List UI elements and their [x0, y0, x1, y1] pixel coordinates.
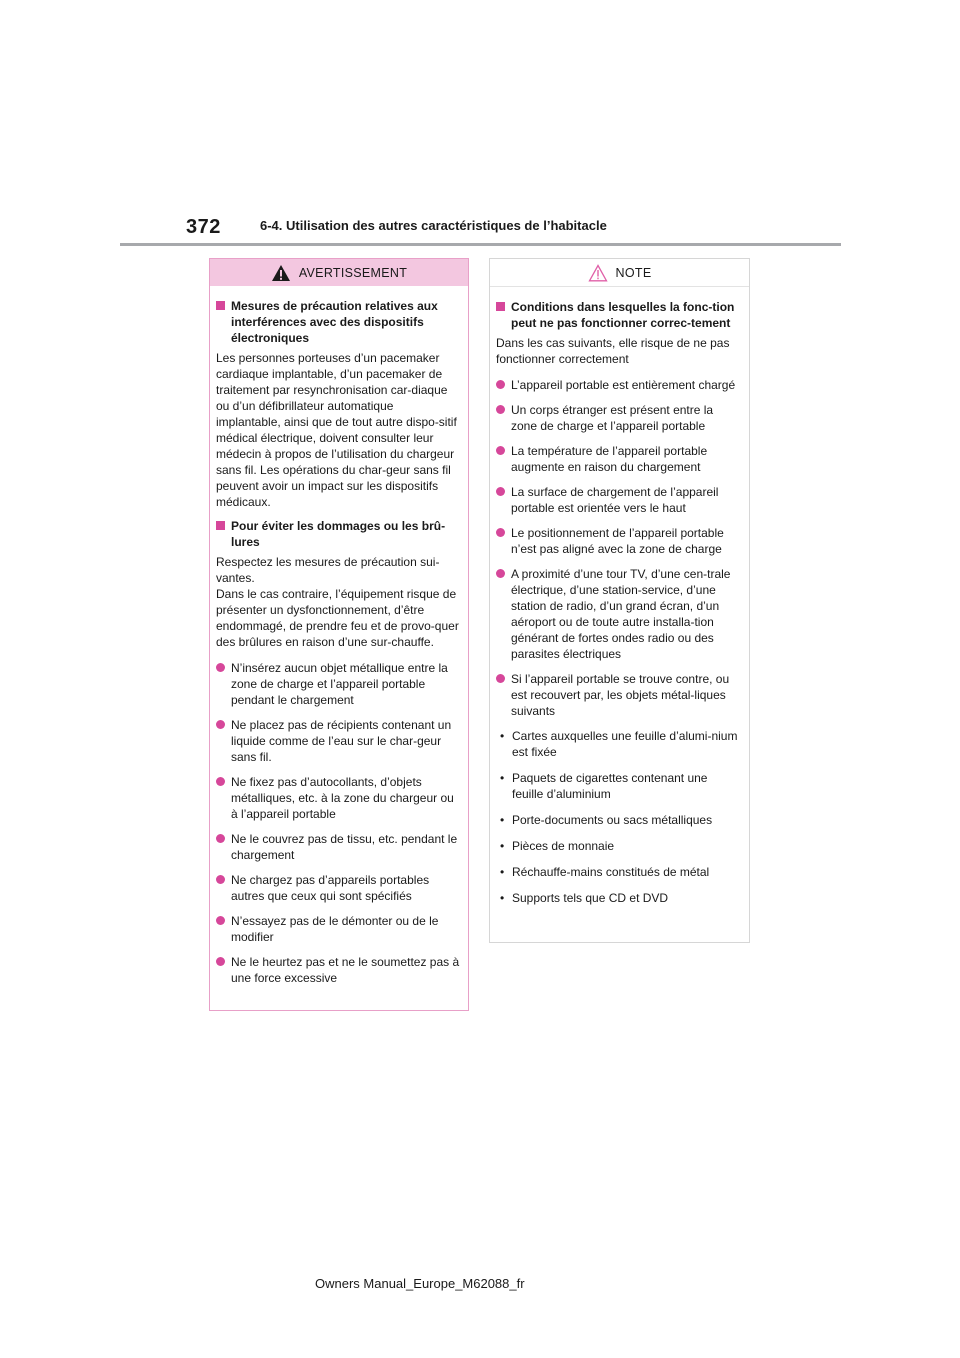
circle-bullet-icon — [496, 405, 505, 414]
list-item: Ne le heurtez pas et ne le soumettez pas à une force excessive — [216, 954, 461, 986]
square-bullet-icon — [216, 521, 225, 530]
warning-paragraph: Dans le cas contraire, l’équipement risque de présenter un dysfonctionnement, d’être endommagé, de prendre feu et de provo-quer des brûlures en raison d’une sur-chauffe. — [216, 587, 459, 649]
circle-bullet-icon — [496, 569, 505, 578]
small-bullet-icon: • — [500, 771, 505, 785]
circle-bullet-icon — [216, 777, 225, 786]
header-rule — [120, 243, 841, 246]
page-number: 372 — [186, 216, 221, 238]
circle-bullet-icon — [216, 720, 225, 729]
list-item: Ne le couvrez pas de tissu, etc. pendant le chargement — [216, 831, 461, 863]
warning-triangle-icon — [271, 264, 291, 282]
circle-bullet-icon — [496, 487, 505, 496]
circle-bullet-icon — [496, 380, 505, 389]
list-item: N’insérez aucun objet métallique entre la zone de charge et l’appareil portable pendant le chargement — [216, 660, 461, 708]
list-item: Un corps étranger est présent entre la zone de charge et l’appareil portable — [496, 402, 742, 434]
note-box-body — [490, 287, 749, 906]
note-box-title: NOTE — [615, 265, 652, 280]
list-item: Ne placez pas de récipients contenant un liquide comme de l’eau sur le char-geur sans fil. — [216, 717, 461, 765]
sub-list-item: • Paquets de cigarettes contenant une feuille d’aluminium — [496, 770, 742, 802]
small-bullet-icon: • — [500, 729, 505, 743]
small-bullet-icon: • — [500, 865, 505, 879]
list-item: La surface de chargement de l’appareil portable est orientée vers le haut — [496, 484, 742, 516]
warning-box-body — [210, 286, 468, 986]
circle-bullet-icon — [216, 916, 225, 925]
list-item: N’essayez pas de le démonter ou de le modifier — [216, 913, 461, 945]
small-bullet-icon: • — [500, 839, 505, 853]
warning-section-heading: Pour éviter les dommages ou les brû-lures — [216, 518, 461, 550]
list-item: Ne chargez pas d’appareils portables autres que ceux qui sont spécifiés — [216, 872, 461, 904]
list-item: Si l’appareil portable se trouve contre, ou est recouvert par, les objets métal-liques suivants — [496, 671, 742, 719]
circle-bullet-icon — [496, 528, 505, 537]
circle-bullet-icon — [216, 875, 225, 884]
circle-bullet-icon — [216, 834, 225, 843]
sub-list-item: • Pièces de monnaie — [496, 838, 742, 854]
circle-bullet-icon — [496, 674, 505, 683]
small-bullet-icon: • — [500, 813, 505, 827]
warning-box — [209, 258, 469, 1011]
list-item: Ne fixez pas d’autocollants, d’objets métalliques, etc. à la zone du chargeur ou à l’appareil portable — [216, 774, 461, 822]
square-bullet-icon — [216, 301, 225, 310]
sub-list-item: • Porte-documents ou sacs métalliques — [496, 812, 742, 828]
sub-list-item: • Supports tels que CD et DVD — [496, 890, 742, 906]
circle-bullet-icon — [496, 446, 505, 455]
note-box-header — [490, 259, 749, 287]
list-item: La température de l’appareil portable augmente en raison du chargement — [496, 443, 742, 475]
footer-document-id: Owners Manual_Europe_M62088_fr — [315, 1276, 525, 1291]
list-item: Le positionnement de l’appareil portable n’est pas aligné avec la zone de charge — [496, 525, 742, 557]
warning-box-title: AVERTISSEMENT — [298, 265, 408, 280]
warning-paragraph: Respectez les mesures de précaution sui-vantes. — [216, 555, 440, 585]
warning-box-header — [210, 259, 468, 286]
list-item: L’appareil portable est entièrement chargé — [496, 377, 742, 393]
warning-paragraph: Les personnes porteuses d’un pacemaker cardiaque implantable, d’un pacemaker de traitement par resynchronisation car-diaque ou d’un défibrillateur automatique implantable, ainsi que de tout autre dispo-sitif médical électrique, doivent consulter leur médecin à propos de l’utilisation du chargeur sans fil. Les opérations du char-geur sans fil peuvent avoir un impact sur les dispositifs médicaux. — [216, 351, 457, 509]
sub-list-item: • Cartes auxquelles une feuille d’alumi-nium est fixée — [496, 728, 742, 760]
section-title: 6-4. Utilisation des autres caractéristiques de l’habitacle — [260, 218, 607, 233]
circle-bullet-icon — [216, 663, 225, 672]
list-item: A proximité d’une tour TV, d’une cen-trale électrique, d’une station-service, d’une station de radio, d’un grand écran, d’un aéroport ou de toute autre installa-tion générant de fortes ondes radio ou des parasites électriques — [496, 566, 742, 662]
note-section-heading: Conditions dans lesquelles la fonc-tion peut ne pas fonctionner correc-tement — [496, 299, 742, 331]
sub-list-item: • Réchauffe-mains constitués de métal — [496, 864, 742, 880]
warning-section-heading: Mesures de précaution relatives aux interférences avec des dispositifs électroniques — [216, 298, 461, 346]
small-bullet-icon: • — [500, 891, 505, 905]
square-bullet-icon — [496, 302, 505, 311]
caution-triangle-icon — [588, 264, 608, 282]
note-box — [489, 258, 750, 943]
note-intro: Dans les cas suivants, elle risque de ne pas fonctionner correctement — [496, 336, 730, 366]
circle-bullet-icon — [216, 957, 225, 966]
